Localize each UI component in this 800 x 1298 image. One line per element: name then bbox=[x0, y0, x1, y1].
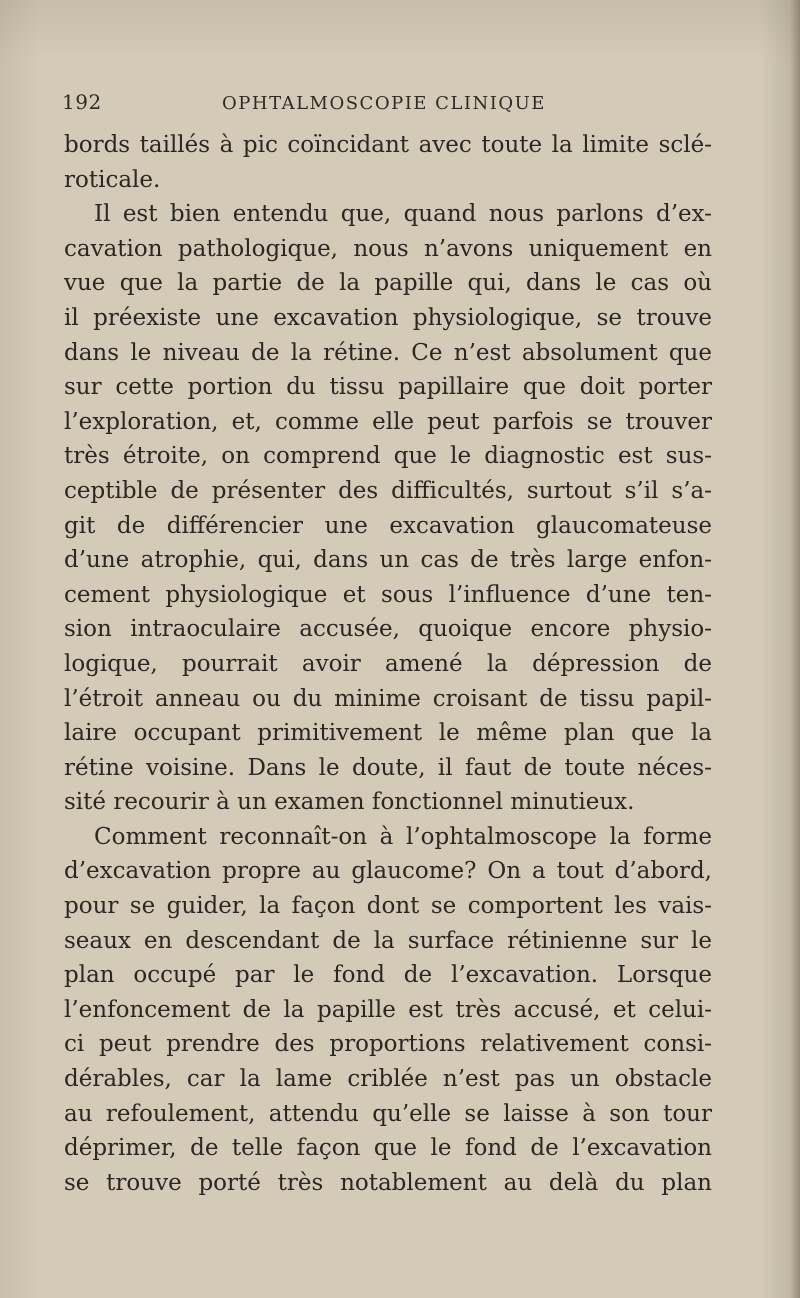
text-line: l’étroit anneau ou du minime croisant de tissu papil- bbox=[64, 685, 712, 712]
page-number: 192 bbox=[62, 90, 102, 114]
text-line: se trouve porté très notablement au delà du plan bbox=[64, 1169, 712, 1196]
text-line: dérables, car la lame criblée n’est pas un obstacle bbox=[64, 1066, 712, 1093]
text-line: sion intraoculaire accusée, quoique encore physio- bbox=[64, 616, 712, 643]
text-line: Comment reconnaît-on à l’ophtalmoscope la forme bbox=[94, 823, 712, 850]
text-line: bords taillés à pic coïncidant avec toute la limite sclé- bbox=[64, 132, 712, 158]
text-line: roticale. bbox=[64, 166, 161, 193]
running-head bbox=[62, 90, 712, 120]
text-line: pour se guider, la façon dont se comportent les vais- bbox=[64, 893, 712, 920]
body-text bbox=[64, 128, 712, 1200]
text-line: cavation pathologique, nous n’avons uniquement en bbox=[64, 235, 712, 262]
text-line: sur cette portion du tissu papillaire que doit porter bbox=[64, 374, 712, 401]
text-line: l’exploration, et, comme elle peut parfois se trouver bbox=[64, 408, 712, 435]
page-edge-shadow bbox=[790, 0, 800, 1298]
text-line: rétine voisine. Dans le doute, il faut de toute néces- bbox=[64, 754, 712, 781]
text-line: vue que la partie de la papille qui, dans le cas où bbox=[64, 270, 712, 297]
text-line: il préexiste une excavation physiologique, se trouve bbox=[64, 304, 712, 331]
text-line: logique, pourrait avoir amené la dépression de bbox=[64, 650, 712, 677]
text-line: d’excavation propre au glaucome? On a tout d’abord, bbox=[64, 858, 712, 885]
text-line: très étroite, on comprend que le diagnostic est sus- bbox=[64, 443, 712, 470]
text-line: au refoulement, attendu qu’elle se laisse à son tour bbox=[64, 1100, 712, 1127]
text-line: git de différencier une excavation glaucomateuse bbox=[64, 512, 712, 539]
text-line: ceptible de présenter des difficultés, surtout s’il s’a- bbox=[64, 477, 712, 504]
text-line: laire occupant primitivement le même plan que la bbox=[64, 720, 712, 747]
text-line: d’une atrophie, qui, dans un cas de très large enfon- bbox=[64, 547, 712, 574]
text-line: sité recourir à un examen fonctionnel minutieux. bbox=[64, 789, 635, 816]
text-line: ci peut prendre des proportions relativement consi- bbox=[64, 1031, 712, 1058]
text-line: dans le niveau de la rétine. Ce n’est absolument que bbox=[64, 339, 712, 366]
running-title: OPHTALMOSCOPIE CLINIQUE bbox=[222, 93, 546, 114]
text-line: l’enfoncement de la papille est très accusé, et celui- bbox=[64, 996, 712, 1023]
text-line: Il est bien entendu que, quand nous parlons d’ex- bbox=[94, 201, 712, 228]
text-line: seaux en descendant de la surface rétinienne sur le bbox=[64, 927, 712, 954]
text-line: déprimer, de telle façon que le fond de l’excavation bbox=[64, 1135, 712, 1162]
text-line: cement physiologique et sous l’influence d’une ten- bbox=[64, 581, 712, 608]
text-line: plan occupé par le fond de l’excavation. Lorsque bbox=[64, 962, 712, 989]
